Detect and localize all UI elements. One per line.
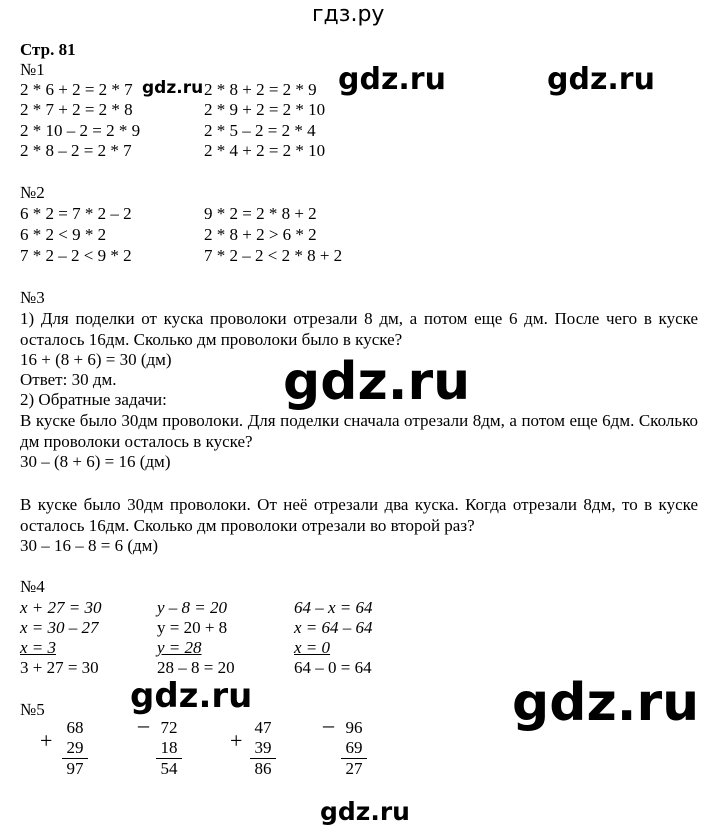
task3-problem-1: 1) Для поделки от куска проволоки отрезали 8 дм, а потом еще 6 дм. После чего в куске осталось 16дм. Сколько дм проволоки было в куске?: [20, 309, 698, 349]
task1-left-line: 2 * 6 + 2 = 2 * 7: [20, 80, 133, 99]
task3-inverse-title: 2) Обратные задачи:: [20, 390, 167, 409]
task1-number: №1: [20, 60, 45, 79]
task4-col2-line: y = 20 + 8: [157, 618, 228, 637]
task4-col2-line: y – 8 = 20: [157, 598, 228, 617]
task4-col3-line: 64 – x = 64: [294, 598, 373, 617]
watermark: gdz.ru: [512, 673, 700, 733]
task4-col1-line: 3 + 27 = 30: [20, 658, 99, 677]
page-label: Стр. 81: [20, 40, 76, 59]
site-title: гдз.ру: [312, 2, 385, 27]
operand-b: 69: [341, 738, 367, 759]
task3-number: №3: [20, 288, 45, 307]
task5-number: №5: [20, 700, 45, 719]
task1-left-line: 2 * 10 – 2 = 2 * 9: [20, 121, 141, 140]
task1-left-line: 2 * 7 + 2 = 2 * 8: [20, 100, 133, 119]
task4-col3-line: x = 0: [294, 638, 331, 657]
task1-right-line: 2 * 5 – 2 = 2 * 4: [204, 121, 316, 140]
result: 86: [254, 759, 272, 778]
task2-right-line: 2 * 8 + 2 > 6 * 2: [204, 225, 317, 244]
task2-right-line: 9 * 2 = 2 * 8 + 2: [204, 204, 317, 223]
operand-a: 68: [66, 718, 84, 737]
task4-number: №4: [20, 577, 45, 596]
result: 54: [160, 759, 178, 778]
watermark: gdz.ru: [338, 62, 446, 97]
watermark: gdz.ru: [547, 62, 655, 97]
task4-col3-line: x = 64 – 64: [294, 618, 373, 637]
task2-left-line: 6 * 2 = 7 * 2 – 2: [20, 204, 132, 223]
task1-left-line: 2 * 8 – 2 = 2 * 7: [20, 141, 132, 160]
task4-col3-line: 64 – 0 = 64: [294, 658, 372, 677]
watermark: gdz.ru: [130, 676, 253, 716]
task2-number: №2: [20, 183, 45, 202]
operand-b: 29: [62, 738, 88, 759]
operator-sign: –: [323, 712, 334, 737]
operand-a: 96: [345, 718, 363, 737]
task3-equation-1: 16 + (8 + 6) = 30 (дм): [20, 350, 172, 369]
task4-col1-line: x + 27 = 30: [20, 598, 102, 617]
task3-equation-3: 30 – 16 – 8 = 6 (дм): [20, 536, 159, 555]
operand-a: 47: [254, 718, 272, 737]
task1-right-line: 2 * 4 + 2 = 2 * 10: [204, 141, 326, 160]
task2-left-line: 7 * 2 – 2 < 9 * 2: [20, 246, 132, 265]
operator-sign: +: [40, 728, 53, 753]
task1-right-line: 2 * 8 + 2 = 2 * 9: [204, 80, 317, 99]
task3-equation-2: 30 – (8 + 6) = 16 (дм): [20, 452, 171, 471]
task4-col2-line: y = 28: [157, 638, 202, 657]
task1-right-line: 2 * 9 + 2 = 2 * 10: [204, 100, 326, 119]
operand-b: 39: [250, 738, 276, 759]
task2-right-line: 7 * 2 – 2 < 2 * 8 + 2: [204, 246, 343, 265]
operand-b: 18: [156, 738, 182, 759]
task4-col2-line: 28 – 8 = 20: [157, 658, 235, 677]
task3-answer: Ответ: 30 дм.: [20, 370, 117, 389]
operator-sign: +: [230, 728, 243, 753]
operand-a: 72: [160, 718, 178, 737]
task2-left-line: 6 * 2 < 9 * 2: [20, 225, 107, 244]
result: 27: [345, 759, 363, 778]
watermark: gdz.ru: [283, 352, 471, 412]
task3-problem-2: В куске было 30дм проволоки. Для поделки сначала отрезали 8дм, а потом еще 6дм. Сколько дм проволоки осталось в куске?: [20, 411, 698, 451]
operator-sign: –: [138, 712, 149, 737]
task3-problem-3: В куске было 30дм проволоки. От неё отрезали два куска. Когда отрезали 8дм, то в куске осталось 16дм. Сколько дм проволоки отрезали во второй раз?: [20, 495, 698, 535]
result: 97: [66, 759, 84, 778]
watermark: gdz.ru: [142, 78, 204, 98]
task4-col1-line: x = 30 – 27: [20, 618, 99, 637]
watermark: gdz.ru: [320, 797, 410, 826]
task4-col1-line: x = 3: [20, 638, 57, 657]
